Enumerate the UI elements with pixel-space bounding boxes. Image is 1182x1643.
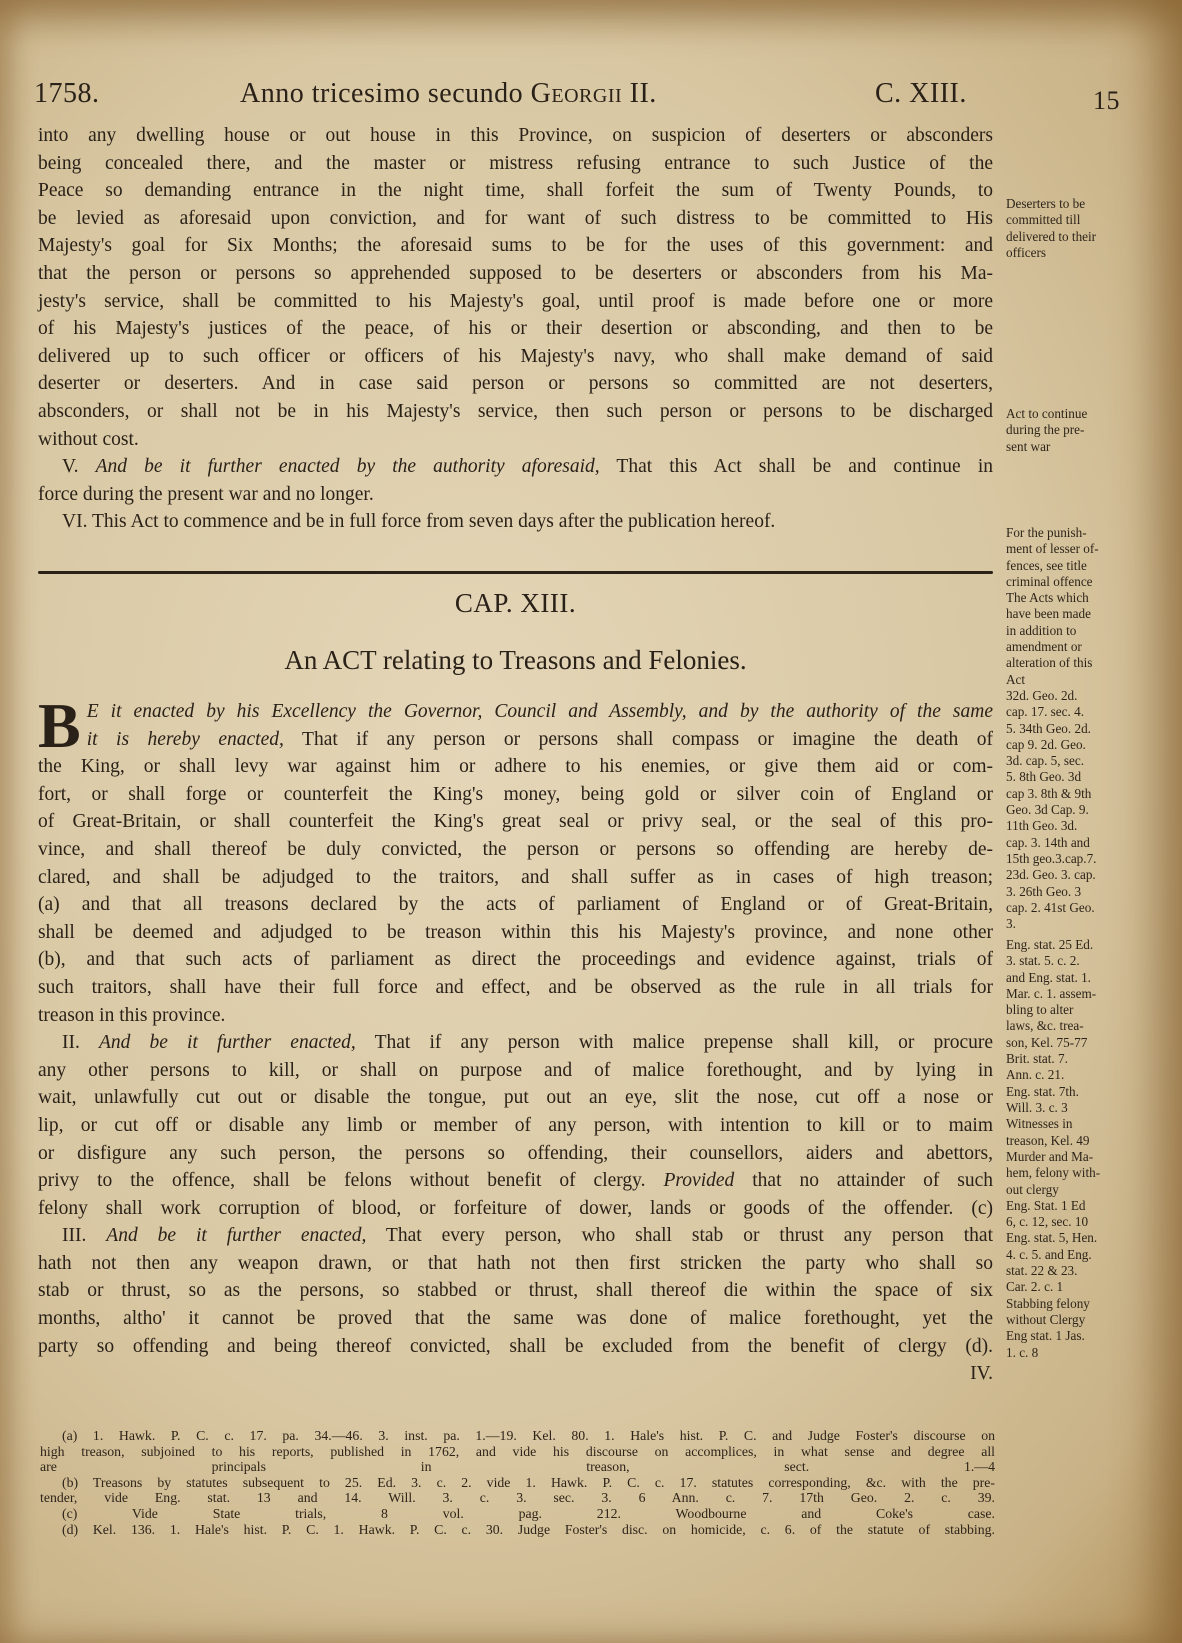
act-text bbox=[38, 690, 994, 1388]
text-line: of Great-Britain, or shall counterfeit the King's great seal or privy seal, or the seal of this pro- bbox=[38, 811, 993, 833]
text-line: (b), and that such acts of parliament as direct the proceedings and evidence against, trials of bbox=[38, 949, 993, 971]
footnote-a: (a) 1. Hawk. P. C. c. 17. pa. 34.—46. 3. inst. pa. 1.—19. Kel. 80. 1. Hale's hist. P. C. and Judge Foster's discourse on bbox=[62, 1428, 995, 1443]
text-line: absconders, or shall not be in his Majesty's service, then such person or persons to be discharged bbox=[38, 400, 993, 422]
prior-act-text bbox=[38, 122, 993, 536]
footnote-a-cont: are principals in treason, sect. 1.—4 bbox=[40, 1459, 995, 1475]
text-line: privy to the offence, shall be felons without benefit of clergy. Provided that no attainder of such bbox=[38, 1170, 994, 1192]
text-line: any other persons to kill, or shall on purpose and of malice forethought, and by lying in bbox=[38, 1059, 993, 1081]
marginal-note-murder-stabbing: Murder and Ma- hem, felony with- out clergy Eng. Stat. 1 Ed 6, c. 12, sec. 10 Eng. stat. 5, Hen. 4. c. 5. and Eng. stat. 22 & 23. Car. 2. c. 1 Stabbing felony without Clergy Eng stat. 1 Jas. 1. c. 8 bbox=[1006, 1149, 1101, 1360]
text-line: Majesty's goal for Six Months; the aforesaid sums to be for the uses of this government: and bbox=[38, 235, 993, 257]
marginal-note-treason-statutes: Eng. stat. 25 Ed. 3. stat. 5. c. 2. and Eng. stat. 1. Mar. c. 1. assem- bling to alter laws, &c. trea- son, Kel. 75-77 Brit. stat. 7. Ann. c. 21. Eng. stat. 7th. Will. 3. c. 3 Witnesses in treason, Kel. 49 bbox=[1006, 937, 1097, 1148]
running-head-regnal-year: Anno tricesimo secundo bbox=[240, 78, 524, 109]
text-line: months, altho' it cannot be proved that the same was done of malice forethought, yet the bbox=[38, 1308, 993, 1330]
section-iii-line: III. And be it further enacted, That every person, who shall stab or thrust any person that bbox=[62, 1225, 993, 1247]
text-line: jesty's service, shall be committed to his Majesty's goal, until proof is made before one or more bbox=[38, 290, 993, 312]
marginal-note-duration: Act to continue during the pre- sent war bbox=[1006, 406, 1088, 454]
text-line: force during the present war and no longer. bbox=[38, 483, 374, 505]
text-line: shall be deemed and adjudged to be treason within this his Majesty's province, and none other bbox=[38, 921, 993, 943]
footnotes bbox=[40, 1428, 995, 1537]
text-line: it is hereby enacted, That if any person or persons shall compass or imagine the death of bbox=[86, 728, 993, 750]
section-v-line: V. And be it further enacted by the authority aforesaid, That this Act shall be and continue in bbox=[62, 456, 993, 478]
act-title: An ACT relating to Treasons and Felonies. bbox=[284, 645, 747, 675]
drop-cap: B bbox=[38, 690, 81, 761]
text-line bbox=[38, 698, 993, 726]
text-line: clared, and shall be adjudged to the traitors, and shall suffer as in cases of high treason; bbox=[38, 866, 993, 888]
marginal-note-deserters: Deserters to be committed till delivered to their officers bbox=[1006, 196, 1097, 260]
text-line: or disfigure any such person, the persons so offending, their counsellors, aiders and abettors, bbox=[38, 1142, 993, 1164]
section-ii-line: II. And be it further enacted, That if any person with malice prepense shall kill, or procure bbox=[62, 1032, 994, 1054]
chapter-heading: CAP. XIII. bbox=[454, 588, 577, 618]
text-line: deserter or deserters. And in case said person or persons so committed are not deserters, bbox=[38, 373, 993, 395]
text-line: stab or thrust, so as the persons, so stabbed or thrust, shall thereof die within the space of six bbox=[38, 1280, 993, 1302]
text-line: into any dwelling house or out house in this Province, on suspicion of deserters or absconders bbox=[38, 125, 993, 146]
text-line: of his Majesty's justices of the peace, of his or their desertion or absconding, and then to be bbox=[38, 318, 993, 340]
section-vi-line: VI. This Act to commence and be in full force from seven days after the publication hereof. bbox=[62, 511, 776, 533]
text-line: wait, unlawfully cut out or disable the tongue, put out an eye, slit the nose, cut off a nose or bbox=[38, 1087, 993, 1109]
text-line: (a) and that all treasons declared by the acts of parliament of England or of Great-Britain, bbox=[38, 894, 993, 916]
running-head-title bbox=[240, 78, 657, 110]
text-line: vince, and shall thereof be duly convicted, the person or persons so offending are hereby de- bbox=[38, 838, 993, 860]
text-line: being concealed there, and the master or mistress refusing entrance to such Justice of the bbox=[38, 152, 993, 174]
footnote-d: (d) Kel. 136. 1. Hale's hist. P. C. 1. Hawk. P. C. c. 30. Judge Foster's disc. on homicide, c. 6. of the statute of stabbing. bbox=[62, 1521, 995, 1537]
footnote-b: (b) Treasons by statutes subsequent to 25. Ed. 3. c. 2. vide 1. Hawk. P. C. c. 17. statutes corresponding, &c. with the pre- bbox=[62, 1474, 995, 1490]
page-number: 15 bbox=[1093, 86, 1120, 115]
text-line: be levied as aforesaid upon conviction, and for want of such distress to be committed to His bbox=[38, 207, 993, 229]
section-divider-rule bbox=[38, 571, 993, 574]
section-v-enacting-clause: And be it further enacted by the authority aforesaid, bbox=[95, 456, 600, 478]
footnote-c: (c) Vide State trials, 8 vol. pag. 212. Woodbourne and Coke's case. bbox=[62, 1505, 995, 1521]
footnote-a-cont: high treason, subjoined to his reports, published in 1762, and vide his discourse on accomplices, in what sense and degree all bbox=[40, 1443, 995, 1459]
text-line: lip, or cut off or disable any limb or member of any person, with intention to kill or to maim bbox=[38, 1114, 993, 1136]
catchword: IV. bbox=[970, 1363, 993, 1385]
text-line: Peace so demanding entrance in the night time, shall forfeit the sum of Twenty Pounds, to bbox=[38, 180, 993, 202]
text-line: fort, or shall forge or counterfeit the King's money, being gold or silver coin of England or bbox=[38, 783, 993, 805]
text-line: without cost. bbox=[38, 428, 139, 450]
running-head-monarch: Georgii II. bbox=[530, 78, 657, 109]
running-head-chapter: C. XIII. bbox=[875, 78, 967, 109]
text-line: such traitors, shall have their full force and effect, and be observed as the rule in all trials for bbox=[38, 976, 993, 998]
text-line: that the person or persons so apprehended supposed to be deserters or absconders from his Ma- bbox=[38, 262, 993, 284]
text-line: felony shall work corruption of blood, or forfeiture of dower, lands or goods of the offender. (c) bbox=[38, 1197, 993, 1219]
text-line: the King, or shall levy war against him or adhere to his enemies, or give them aid or com- bbox=[38, 756, 993, 778]
running-head-year: 1758. bbox=[34, 78, 100, 109]
text-line: delivered up to such officer or officers of his Majesty's navy, who shall make demand of said bbox=[38, 345, 993, 367]
text-line: treason in this province. bbox=[38, 1004, 226, 1026]
text-line: party so offending and being thereof convicted, shall be excluded from the benefit of clergy (d). bbox=[38, 1335, 993, 1357]
enacting-clause: E it enacted by his Excellency the Governor, Council and Assembly, and by the authority of the same bbox=[86, 701, 993, 722]
text-line: hath not then any weapon drawn, or that hath not then first stricken the party who shall so bbox=[38, 1252, 993, 1274]
marginal-note-amendments: For the punish- ment of lesser of- fences, see title criminal offence The Acts which have been made in addition to amendment or alteration of this Act 32d. Geo. 2d. cap. 17. sec. 4. 5. 34th Geo. 2d. cap 9. 2d. Geo. 3d. cap. 5, sec. 5. 8th Geo. 3d cap 3. 8th & 9th Geo. 3d Cap. 9. 11th Geo. 3d. cap. 3. 14th and 15th geo.3.cap.7. 23d. Geo. 3. cap. 3. 26th Geo. 3 cap. 2. 41st Geo. 3. bbox=[1006, 525, 1099, 932]
footnote-b-cont: tender, vide Eng. stat. 13 and 14. Will. 3. c. 3. sec. 3. 6 Ann. c. 7. 17th Geo. 2. c. 39. bbox=[40, 1490, 995, 1506]
